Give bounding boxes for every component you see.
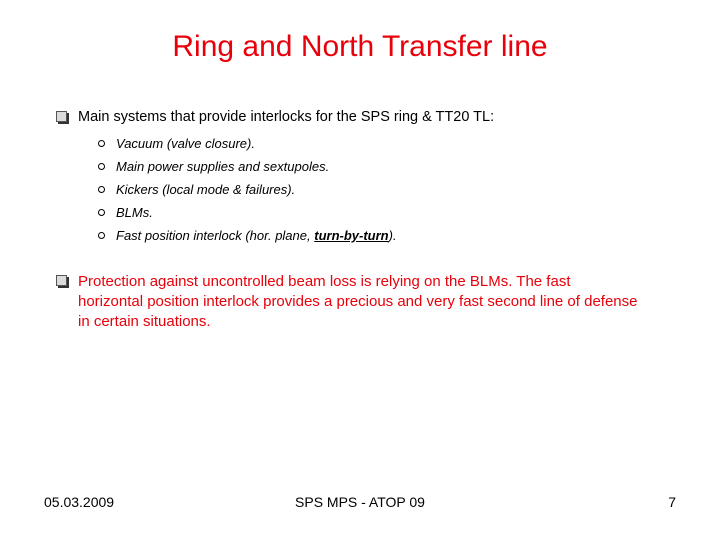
sub-bullet-text: Main power supplies and sextupoles.: [116, 159, 330, 174]
bullet-text: Main systems that provide interlocks for the SPS ring & TT20 TL:: [78, 109, 495, 125]
checkbox-bullet-icon: [56, 275, 67, 286]
circle-bullet-icon: [98, 140, 105, 147]
circle-bullet-icon: [98, 232, 105, 239]
footer-date: 05.03.2009: [44, 494, 115, 510]
page-number: 7: [668, 494, 676, 510]
circle-bullet-icon: [98, 209, 105, 216]
bullet-text: Protection against uncontrolled beam loss is relying on the BLMs. The fast horizontal position interlock provides a precious and very fast second line of defense in certain situations.: [78, 273, 638, 330]
slide-title: Ring and North Transfer line: [172, 30, 548, 63]
checkbox-bullet-icon: [56, 111, 67, 122]
circle-bullet-icon: [98, 186, 105, 193]
underlined-term: turn-by-turn: [314, 228, 389, 243]
sub-bullet-text: BLMs.: [116, 205, 153, 220]
sub-bullet-text: Kickers (local mode & failures).: [116, 182, 296, 197]
footer-title: SPS MPS - ATOP 09: [295, 494, 425, 510]
circle-bullet-icon: [98, 163, 105, 170]
sub-bullet-text: Fast position interlock (hor. plane, turn-by-turn).: [116, 228, 397, 243]
sub-bullet-text: Vacuum (valve closure).: [116, 136, 255, 151]
